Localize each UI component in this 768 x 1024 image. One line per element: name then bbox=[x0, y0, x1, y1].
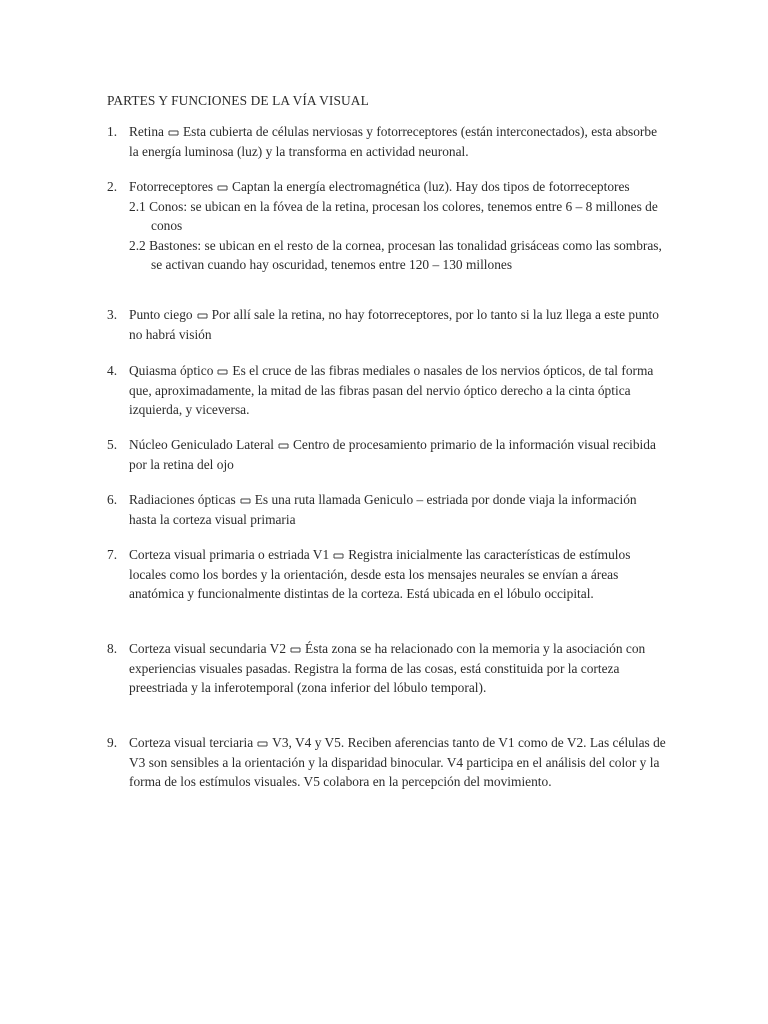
list-item-retina bbox=[107, 122, 667, 161]
item-text: Esta cubierta de células nerviosas y fotorreceptores (están interconectados), esta absorbe la energía luminosa (luz) y la transforma en actividad neuronal. bbox=[129, 124, 658, 159]
list-item-quiasma-optico bbox=[107, 361, 667, 420]
item-term: Corteza visual terciaria bbox=[129, 735, 254, 750]
item-term: Radiaciones ópticas bbox=[129, 492, 236, 507]
double-arrow-icon bbox=[217, 184, 228, 192]
item-text: V3, V4 y V5. Reciben aferencias tanto de V1 como de V2. Las células de V3 son sensibles a la orientación y la disparidad binocular. V4 participa en el análisis del color y la forma de los estímulos visuales. V5 colabora en la percepción del movimiento. bbox=[129, 735, 666, 789]
item-term: Retina bbox=[129, 124, 164, 139]
subitem-conos: 2.1 Conos: se ubican en la fóvea de la retina, procesan los colores, tenemos entre 6 – 8 millones de conos bbox=[129, 198, 658, 233]
list-item-corteza-terciaria bbox=[107, 733, 667, 792]
item-body bbox=[129, 545, 667, 604]
item-text: Es una ruta llamada Geniculo – estriada por donde viaja la información hasta la corteza visual primaria bbox=[129, 492, 637, 527]
item-term: Fotorreceptores bbox=[129, 179, 214, 194]
item-text: Por allí sale la retina, no hay fotorreceptores, por lo tanto si la luz llega a este punto no habrá visión bbox=[129, 307, 659, 342]
item-number: 8. bbox=[107, 641, 118, 656]
item-term: Corteza visual primaria o estriada V1 bbox=[129, 547, 330, 562]
item-body bbox=[129, 122, 667, 161]
item-text: Captan la energía electromagnética (luz). Hay dos tipos de fotorreceptores bbox=[232, 179, 630, 194]
item-number: 7. bbox=[107, 547, 118, 562]
double-arrow-icon bbox=[257, 740, 268, 748]
item-body bbox=[129, 361, 667, 420]
list-item-nucleo-geniculado bbox=[107, 435, 667, 474]
item-body bbox=[129, 733, 667, 792]
item-number: 3. bbox=[107, 307, 118, 322]
page-title: PARTES Y FUNCIONES DE LA VÍA VISUAL bbox=[107, 93, 369, 108]
item-text: Registra inicialmente las características de estímulos locales como los bordes y la orientación, desde esta los mensajes neurales se envían a áreas anatómica y funcionalmente distintas de la corteza. Está ubicada en el lóbulo occipital. bbox=[129, 547, 631, 601]
item-text: Centro de procesamiento primario de la información visual recibida por la retina del ojo bbox=[129, 437, 656, 472]
list-item-corteza-primaria bbox=[107, 545, 667, 604]
list-item-radiaciones-opticas bbox=[107, 490, 667, 529]
item-number: 1. bbox=[107, 124, 118, 139]
item-text: Es el cruce de las fibras mediales o nasales de los nervios ópticos, de tal forma que, aproximadamente, la mitad de las fibras pasan del nervio óptico derecho a la cinta óptica izquierda, y viceversa. bbox=[129, 363, 654, 417]
item-body bbox=[129, 177, 667, 275]
list-item-corteza-secundaria bbox=[107, 639, 667, 698]
item-term: Núcleo Geniculado Lateral bbox=[129, 437, 274, 452]
item-term: Punto ciego bbox=[129, 307, 193, 322]
double-arrow-icon bbox=[333, 552, 344, 560]
double-arrow-icon bbox=[217, 368, 228, 376]
double-arrow-icon bbox=[278, 442, 289, 450]
item-text: Ésta zona se ha relacionado con la memoria y la asociación con experiencias visuales pasadas. Registra la forma de las cosas, está constituida por la corteza preestriada y la inferotemporal (zona inferior del lóbulo temporal). bbox=[129, 641, 646, 695]
item-number: 6. bbox=[107, 492, 118, 507]
item-number: 2. bbox=[107, 179, 118, 194]
item-number: 4. bbox=[107, 363, 118, 378]
item-body bbox=[129, 639, 667, 698]
list-item-punto-ciego bbox=[107, 305, 667, 344]
double-arrow-icon bbox=[240, 497, 251, 505]
item-number: 5. bbox=[107, 437, 118, 452]
double-arrow-icon bbox=[168, 129, 179, 137]
item-body bbox=[129, 490, 667, 529]
item-number: 9. bbox=[107, 735, 118, 750]
item-term: Corteza visual secundaria V2 bbox=[129, 641, 287, 656]
double-arrow-icon bbox=[290, 646, 301, 654]
subitem-bastones: 2.2 Bastones: se ubican en el resto de la cornea, procesan las tonalidad grisáceas como las sombras, se activan cuando hay oscuridad, tenemos entre 120 – 130 millones bbox=[129, 237, 662, 272]
item-body bbox=[129, 305, 667, 344]
item-body bbox=[129, 435, 667, 474]
item-term: Quiasma óptico bbox=[129, 363, 214, 378]
list-item-fotorreceptores bbox=[107, 177, 667, 275]
double-arrow-icon bbox=[197, 312, 208, 320]
